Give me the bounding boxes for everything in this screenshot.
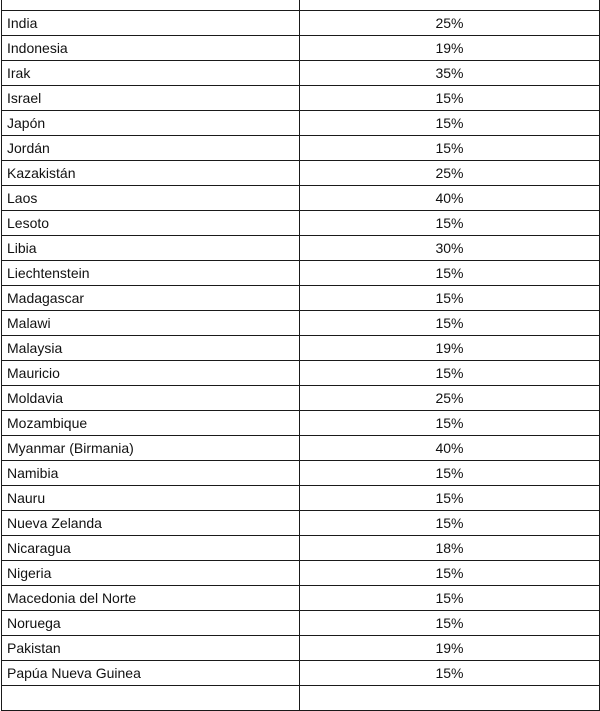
country-cell: Indonesia [2, 36, 300, 61]
table-row [2, 0, 600, 11]
table-row [2, 211, 600, 236]
country-cell: Lesoto [2, 211, 300, 236]
table-row [2, 436, 600, 461]
table-row [2, 186, 600, 211]
table-row [2, 11, 600, 36]
rate-cell: 15% [300, 111, 600, 136]
table-row [2, 61, 600, 86]
table-row [2, 461, 600, 486]
country-cell: Mauricio [2, 361, 300, 386]
country-cell: Malaysia [2, 336, 300, 361]
table-row [2, 586, 600, 611]
country-cell: Japón [2, 111, 300, 136]
rate-cell: 15% [300, 286, 600, 311]
rate-cell: 25% [300, 161, 600, 186]
country-cell: Moldavia [2, 386, 300, 411]
rate-cell: 15% [300, 211, 600, 236]
country-cell: Israel [2, 86, 300, 111]
rate-cell: 15% [300, 611, 600, 636]
country-cell: Noruega [2, 611, 300, 636]
table-body [2, 0, 600, 711]
rate-cell: 15% [300, 361, 600, 386]
table-row [2, 261, 600, 286]
country-cell: Nauru [2, 486, 300, 511]
rate-cell [300, 0, 600, 11]
country-cell [2, 686, 300, 711]
table-row [2, 136, 600, 161]
table-row [2, 236, 600, 261]
table-row [2, 561, 600, 586]
rate-cell: 19% [300, 36, 600, 61]
rate-cell: 15% [300, 661, 600, 686]
table-row [2, 686, 600, 711]
table-row [2, 311, 600, 336]
rate-cell: 35% [300, 61, 600, 86]
country-cell: Madagascar [2, 286, 300, 311]
rate-cell: 15% [300, 136, 600, 161]
rate-cell: 15% [300, 86, 600, 111]
country-cell: Kazakistán [2, 161, 300, 186]
table-row [2, 36, 600, 61]
country-cell: Pakistan [2, 636, 300, 661]
table-row [2, 536, 600, 561]
table-row [2, 611, 600, 636]
country-cell: Namibia [2, 461, 300, 486]
rate-cell: 25% [300, 386, 600, 411]
rate-cell: 18% [300, 536, 600, 561]
country-cell: Irak [2, 61, 300, 86]
table-row [2, 511, 600, 536]
table-row [2, 286, 600, 311]
country-cell: Macedonia del Norte [2, 586, 300, 611]
table-row [2, 361, 600, 386]
table-row [2, 111, 600, 136]
rate-cell: 40% [300, 436, 600, 461]
table-row [2, 661, 600, 686]
country-cell: Nicaragua [2, 536, 300, 561]
country-cell: Malawi [2, 311, 300, 336]
rate-cell: 15% [300, 586, 600, 611]
rate-cell [300, 686, 600, 711]
country-cell: Laos [2, 186, 300, 211]
country-cell: Myanmar (Birmania) [2, 436, 300, 461]
country-cell: Papúa Nueva Guinea [2, 661, 300, 686]
country-cell: Mozambique [2, 411, 300, 436]
table-row [2, 86, 600, 111]
table-row [2, 161, 600, 186]
rate-cell: 15% [300, 261, 600, 286]
rate-cell: 19% [300, 636, 600, 661]
country-cell: Liechtenstein [2, 261, 300, 286]
table-row [2, 411, 600, 436]
table-row [2, 336, 600, 361]
rate-cell: 40% [300, 186, 600, 211]
rate-cell: 15% [300, 311, 600, 336]
rate-cell: 25% [300, 11, 600, 36]
country-cell: Nigeria [2, 561, 300, 586]
rate-cell: 15% [300, 561, 600, 586]
table-row [2, 486, 600, 511]
country-cell: India [2, 11, 300, 36]
rate-cell: 30% [300, 236, 600, 261]
country-cell: Nueva Zelanda [2, 511, 300, 536]
rate-cell: 15% [300, 486, 600, 511]
table-row [2, 386, 600, 411]
rate-cell: 15% [300, 411, 600, 436]
country-cell [2, 0, 300, 11]
country-rate-table [1, 0, 600, 711]
rate-cell: 15% [300, 461, 600, 486]
country-cell: Jordán [2, 136, 300, 161]
rate-cell: 19% [300, 336, 600, 361]
country-cell: Libia [2, 236, 300, 261]
table-row [2, 636, 600, 661]
rate-cell: 15% [300, 511, 600, 536]
